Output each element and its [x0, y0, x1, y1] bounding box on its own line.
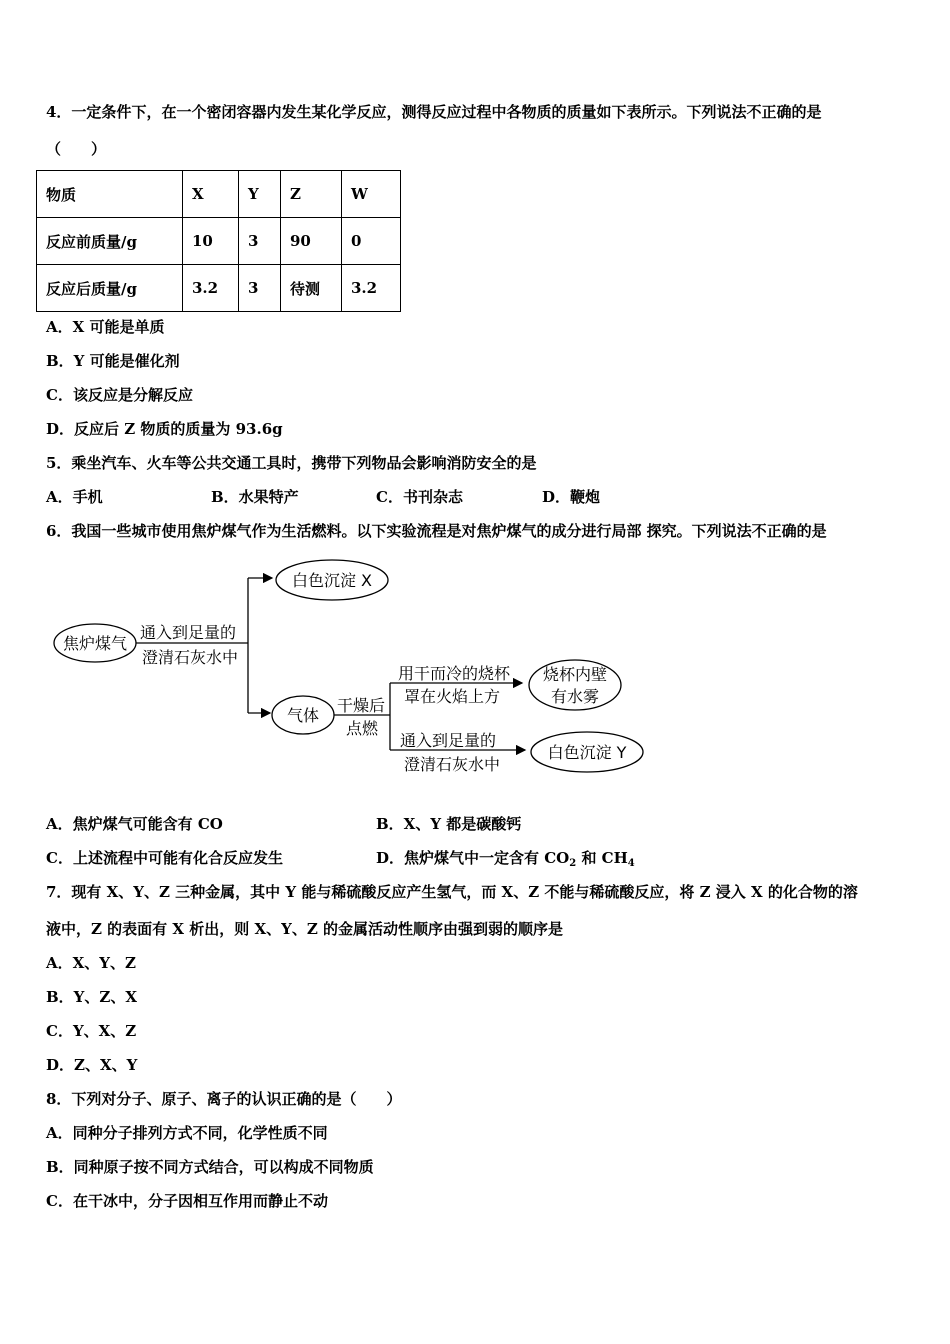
q6-option-d-mid: 和 CH — [576, 849, 628, 867]
q6-option-d-sub1: 2 — [569, 858, 577, 869]
q4-option-b: B．Y 可能是催化剂 — [46, 352, 180, 370]
q4-option-d: D．反应后 Z 物质的质量为 93.6g — [46, 420, 283, 438]
q7-option-b: B．Y、Z、X — [46, 988, 137, 1006]
q8-stem: 8．下列对分子、原子、离子的认识正确的是（ ） — [46, 1090, 402, 1108]
diagram-result-y: 白色沉淀 Y — [547, 743, 627, 762]
diagram-gas-label: 气体 — [286, 706, 320, 725]
q7-stem-line2: 液中，Z 的表面有 X 析出，则 X、Y、Z 的金属活动性顺序由强到弱的顺序是 — [46, 920, 563, 938]
table-cell: 3 — [239, 265, 281, 312]
diagram-step1-line1: 通入到足量的 — [140, 623, 237, 642]
q7-option-d: D．Z、X、Y — [46, 1056, 138, 1074]
q6-option-c: C．上述流程中可能有化合反应发生 — [46, 849, 283, 867]
q5-option-a: A．手机 — [46, 488, 103, 506]
table-cell: X — [183, 171, 239, 218]
diagram-step1-line2: 澄清石灰水中 — [142, 648, 239, 667]
diagram-step4-line2: 澄清石灰水中 — [404, 755, 501, 774]
diagram-step3-line2: 罩在火焰上方 — [404, 687, 501, 706]
table-cell: 物质 — [37, 171, 183, 218]
q4-option-c: C．该反应是分解反应 — [46, 386, 193, 404]
diagram-result-x: 白色沉淀 X — [291, 571, 373, 590]
q6-stem: 6．我国一些城市使用焦炉煤气作为生活燃料。以下实验流程是对焦炉煤气的成分进行局部 探究。下列说法不正确的是 — [46, 522, 827, 540]
diagram-fog-line2: 有水雾 — [550, 687, 600, 706]
q4-stem-line1: 4．一定条件下，在一个密闭容器内发生某化学反应，测得反应过程中各物质的质量如下表所示。下列说法不正确的是 — [46, 103, 822, 121]
q6-option-d-text: D．焦炉煤气中一定含有 CO — [376, 849, 570, 867]
table-cell: 3.2 — [183, 265, 239, 312]
q7-option-a: A．X、Y、Z — [46, 954, 136, 972]
table-cell: Y — [239, 171, 281, 218]
q6-option-d-sub2: 4 — [627, 858, 635, 869]
table-cell: Z — [281, 171, 342, 218]
table-cell: 反应后质量/g — [37, 265, 183, 312]
diagram-start-label: 焦炉煤气 — [62, 634, 128, 653]
table-cell: 3 — [239, 218, 281, 265]
q4-stem-line2: （ ） — [46, 140, 107, 158]
table-cell: 待测 — [281, 265, 342, 312]
q8-option-b: B．同种原子按不同方式结合，可以构成不同物质 — [46, 1158, 374, 1176]
diagram-step3-line1: 用干而冷的烧杯 — [398, 664, 511, 683]
q7-option-c: C．Y、X、Z — [46, 1022, 137, 1040]
q5-stem: 5．乘坐汽车、火车等公共交通工具时，携带下列物品会影响消防安全的是 — [46, 454, 537, 472]
q8-option-a: A．同种分子排列方式不同，化学性质不同 — [46, 1124, 328, 1142]
q5-option-b: B．水果特产 — [211, 488, 299, 506]
table-cell: 90 — [281, 218, 342, 265]
table-cell: W — [342, 171, 401, 218]
table-cell: 3.2 — [342, 265, 401, 312]
q4-option-a: A．X 可能是单质 — [46, 318, 165, 336]
q7-stem-line1: 7．现有 X、Y、Z 三种金属，其中 Y 能与稀硫酸反应产生氢气，而 X、Z 不能与稀硫酸反应，将 Z 浸入 X 的化合物的溶 — [46, 883, 858, 901]
q5-option-d: D．鞭炮 — [542, 488, 601, 506]
diagram-step2-line2: 点燃 — [346, 719, 379, 738]
q6-option-d — [376, 848, 635, 868]
diagram-fog-line1: 烧杯内壁 — [542, 665, 608, 684]
q6-option-a: A．焦炉煤气可能含有 CO — [46, 815, 223, 833]
q5-option-c: C．书刊杂志 — [376, 488, 463, 506]
diagram-step2-line1: 干燥后 — [337, 696, 386, 715]
table-cell: 0 — [342, 218, 401, 265]
q8-option-c: C．在干冰中，分子因相互作用而静止不动 — [46, 1192, 328, 1210]
table-cell: 反应前质量/g — [37, 218, 183, 265]
q6-option-b: B．X、Y 都是碳酸钙 — [376, 815, 522, 833]
diagram-step4-line1: 通入到足量的 — [400, 731, 497, 750]
table-cell: 10 — [183, 218, 239, 265]
